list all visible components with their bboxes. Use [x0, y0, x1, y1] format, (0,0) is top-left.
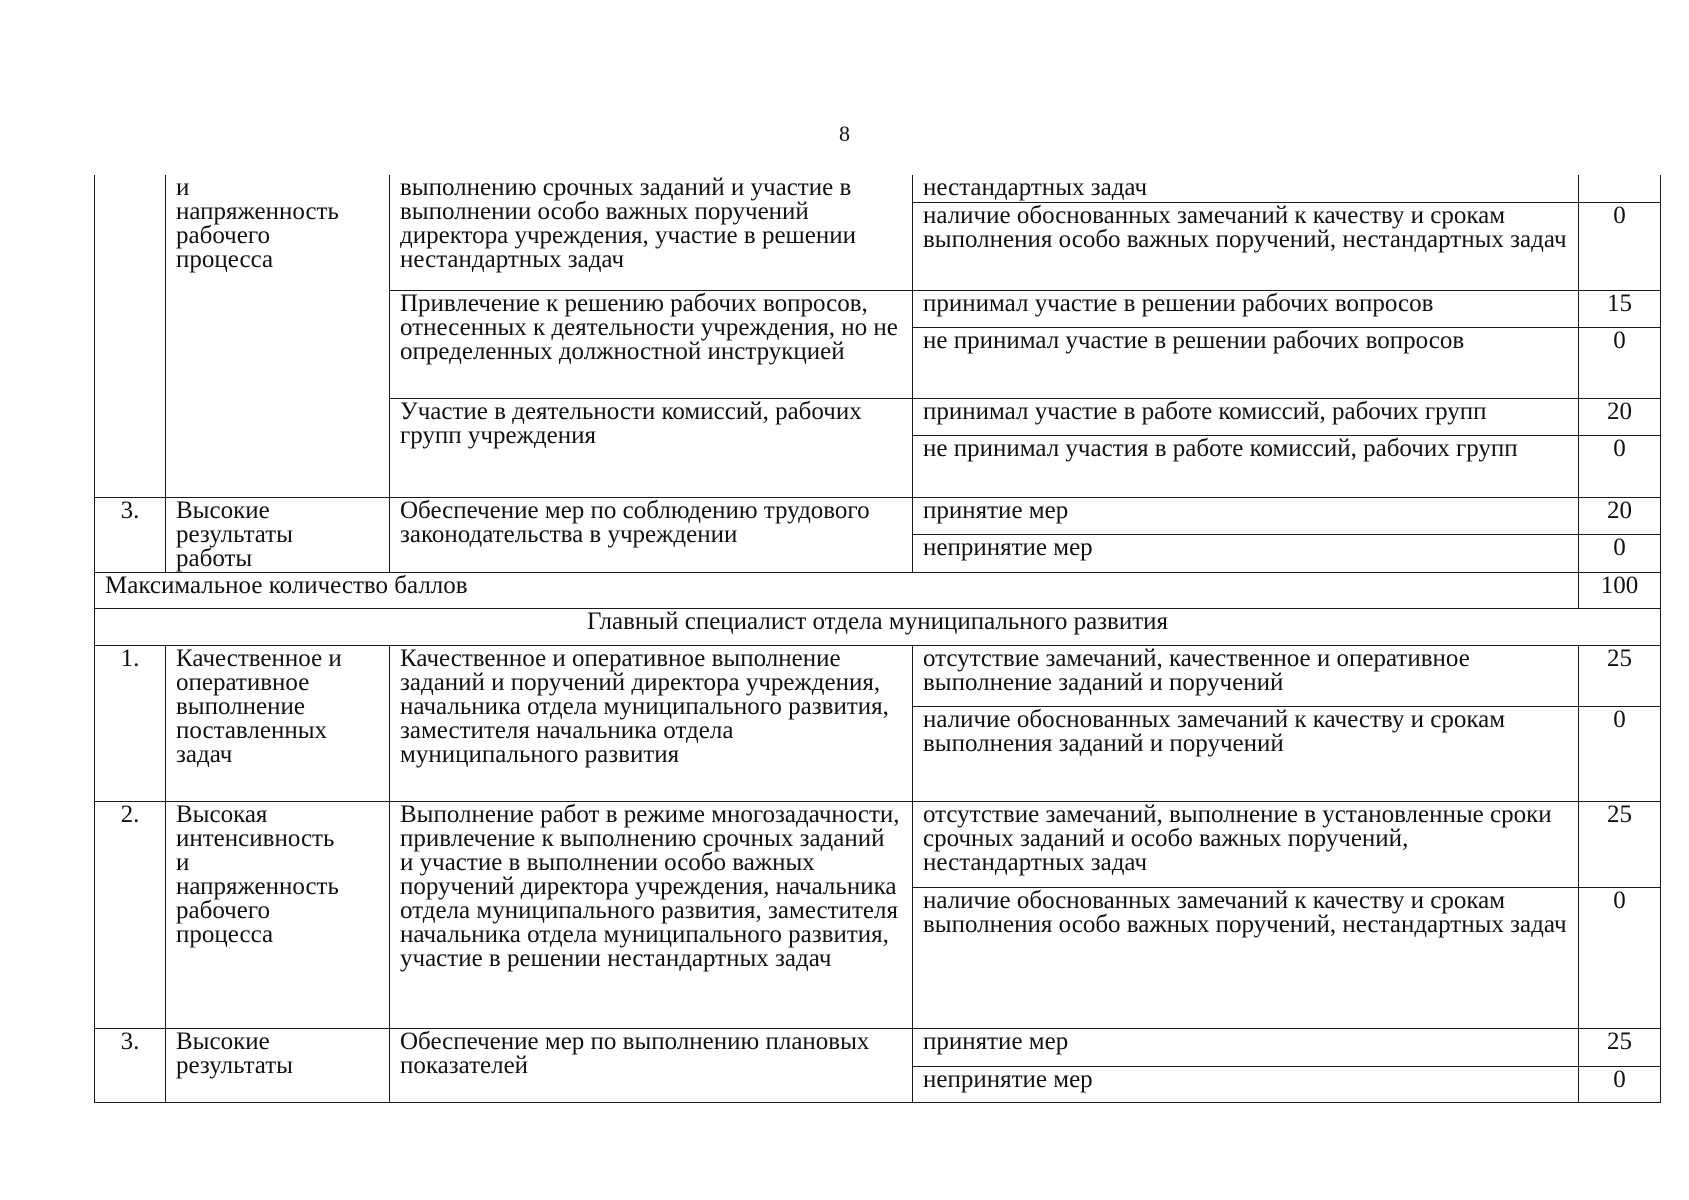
- condition-cell: наличие обоснованных замечаний к качеству и срокам выполнения особо важных поручений, нестандартных задач: [913, 202, 1579, 290]
- condition-cell: отсутствие замечаний, качественное и оперативное выполнение заданий и поручений: [913, 645, 1579, 706]
- score-cell: 15: [1579, 290, 1661, 327]
- item-number-cell: 3.: [95, 1028, 166, 1102]
- condition-cell: наличие обоснованных замечаний к качеству и срокам выполнения заданий и поручений: [913, 706, 1579, 801]
- condition-cell: непринятие мер: [913, 534, 1579, 572]
- score-cell: 0: [1579, 327, 1661, 398]
- score-cell: 0: [1579, 1066, 1661, 1102]
- score-cell: 25: [1579, 1028, 1661, 1066]
- condition-cell: наличие обоснованных замечаний к качеству и срокам выполнения особо важных поручений, нестандартных задач: [913, 887, 1579, 1028]
- score-cell: 0: [1579, 534, 1661, 572]
- indicator-cell: Обеспечение мер по выполнению плановых показателей: [390, 1028, 913, 1102]
- condition-cell: нестандартных задач: [913, 175, 1579, 202]
- table-row: [95, 1028, 1661, 1066]
- max-score-row: [95, 572, 1661, 608]
- criterion-cell: Высокая интенсивность и напряженность рабочего процесса: [166, 801, 390, 1028]
- score-cell: 20: [1579, 497, 1661, 534]
- section-heading: Главный специалист отдела муниципального развития: [95, 608, 1661, 645]
- item-number-cell: 1.: [95, 645, 166, 801]
- page-number: 8: [839, 121, 850, 146]
- condition-cell: принятие мер: [913, 1028, 1579, 1066]
- indicator-cell: Обеспечение мер по соблюдению трудового законодательства в учреждении: [390, 497, 913, 572]
- item-number-cell: 2.: [95, 801, 166, 1028]
- condition-cell: принятие мер: [913, 497, 1579, 534]
- table-row: [95, 801, 1661, 887]
- score-cell: 25: [1579, 645, 1661, 706]
- score-cell: 0: [1579, 435, 1661, 497]
- max-score-value: 100: [1579, 572, 1661, 608]
- max-score-label: Максимальное количество баллов: [95, 572, 1579, 608]
- criterion-cell: и напряженность рабочего процесса: [166, 175, 390, 497]
- score-cell: 25: [1579, 801, 1661, 887]
- item-number-cell: 3.: [95, 497, 166, 572]
- evaluation-criteria-table: [94, 175, 1661, 1103]
- criterion-cell: Высокие результаты: [166, 1028, 390, 1102]
- indicator-cell: Качественное и оперативное выполнение заданий и поручений директора учреждения, начальника отдела муниципального развития, заместителя начальника отдела муниципального развития: [390, 645, 913, 801]
- criterion-cell: Высокие результаты работы: [166, 497, 390, 572]
- table-row: [95, 175, 1661, 202]
- indicator-cell: Выполнение работ в режиме многозадачности, привлечение к выполнению срочных заданий и участие в выполнении особо важных поручений директора учреждения, начальника отдела муниципального развития, заместителя начальника отдела муниципального развития, участие в решении нестандартных задач: [390, 801, 913, 1028]
- indicator-cell: Привлечение к решению рабочих вопросов, отнесенных к деятельности учреждения, но не определенных должностной инструкцией: [390, 290, 913, 398]
- condition-cell: не принимал участие в решении рабочих вопросов: [913, 327, 1579, 398]
- score-cell: 0: [1579, 887, 1661, 1028]
- condition-cell: непринятие мер: [913, 1066, 1579, 1102]
- score-cell: 0: [1579, 706, 1661, 801]
- condition-cell: принимал участие в работе комиссий, рабочих групп: [913, 398, 1579, 435]
- indicator-cell: Участие в деятельности комиссий, рабочих групп учреждения: [390, 398, 913, 497]
- table-row: [95, 497, 1661, 534]
- item-number-cell: [95, 175, 166, 497]
- condition-cell: принимал участие в решении рабочих вопросов: [913, 290, 1579, 327]
- score-cell: 0: [1579, 202, 1661, 290]
- table-row: [95, 645, 1661, 706]
- condition-cell: не принимал участия в работе комиссий, рабочих групп: [913, 435, 1579, 497]
- condition-cell: отсутствие замечаний, выполнение в установленные сроки срочных заданий и особо важных поручений, нестандартных задач: [913, 801, 1579, 887]
- score-cell: 20: [1579, 398, 1661, 435]
- indicator-cell: выполнению срочных заданий и участие в выполнении особо важных поручений директора учреждения, участие в решении нестандартных задач: [390, 175, 913, 290]
- score-cell: [1579, 175, 1661, 202]
- section-heading-row: [95, 608, 1661, 645]
- criterion-cell: Качественное и оперативное выполнение поставленных задач: [166, 645, 390, 801]
